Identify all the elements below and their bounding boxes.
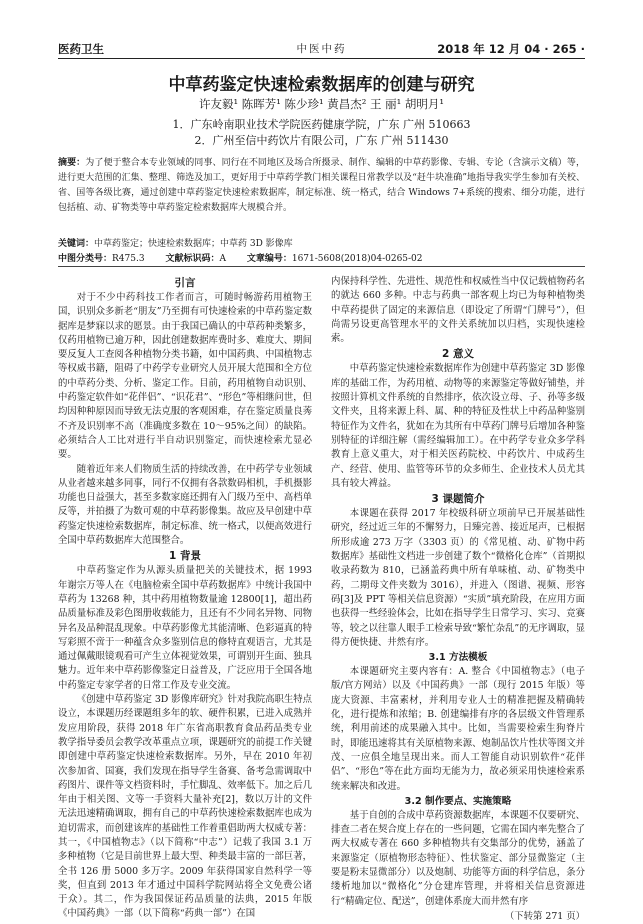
clc-label: 中图分类号： bbox=[58, 254, 113, 264]
paragraph: 中草药鉴定快速检索数据库作为创建中草药鉴定 3D 影像库的基础工作，为药用植、动物等的来源鉴定等做好铺垫，并按照计算机文件系统的自然排序，依次设立母、子、孙等多级文件夹，且将来源上科、属、种的特征及性状上中药品种鉴别特征作为文件名，犹如在为其所有中草药门牌号后增加各种鉴别特征的详细注解（需经编辑加工）。在中药学专业众多学科教育上意义重大，对于相关医药院校、中药饮片、中成药生产、经营、使用、监管等环节的众多师生、企业技术人员尤其具有较大裨益。 bbox=[331, 363, 585, 489]
keywords-label: 关键词： bbox=[58, 239, 95, 249]
section-heading: 2 意义 bbox=[442, 348, 474, 361]
keywords bbox=[58, 236, 585, 249]
subsection-heading: 3.2 制作要点、实施策略 bbox=[404, 795, 512, 807]
left-column bbox=[58, 275, 312, 922]
keywords-text: 中草药鉴定；快速检索数据库；中草药 3D 影像库 bbox=[94, 239, 293, 249]
paper-title: 中草药鉴定快速检索数据库的创建与研究 bbox=[168, 75, 475, 95]
affiliation-2: 2．广州至信中药饮片有限公司，广东 广州 511430 bbox=[194, 134, 449, 147]
authors: 许友毅¹ 陈晖芳¹ 陈少珍¹ 黄昌杰² 王 丽¹ 胡明月¹ bbox=[198, 97, 445, 111]
divider bbox=[58, 266, 585, 267]
paragraph: 本课题研究主要内容有：A. 整合《中国植物志》（电子版/官方网站）以及《中国药典》一部（现行 2015 年版）等庞大资源、丰富素材，并利用专业人士的精准把握及精确转化，进行提炼和浓缩；B. 创建编排有序的各层级文件管理系统，利用前述的成果融入其中。比如，当需要检索生狗脊片时，即能迅速将其有关原植物来源、炮制品饮片性状等图文并茂、一应俱全地呈现出来。而人工智能自动识别软件“花伴侣”、“形色”等在此方面均无能为力，故必须采用快速检索系统来解决和改进。 bbox=[331, 666, 585, 792]
affiliation-1: 1．广东岭南职业技术学院医药健康学院，广东 广州 510663 bbox=[172, 118, 471, 131]
paragraph: 中草药鉴定作为从源头质量把关的关键技术，据 1993 年谢宗万等人在《电脑检索全国中草药数据库》中统计我国中草药为 13268 种，其中药用植物数量逾 12800[1]，超出药品质量标准及彩色图册收载能力，且还有不少同名异物、同物异名及品种混乱现象。中草药影像尤其能清晰、色彩逼真的特写彩照不啻于一种蕴含众多鉴别信息的修特直观语言，尤其是通过佩戴眼镜观看可产生立体视觉效果，可谓别开生面、独具魅力。近年来中草药影像鉴定日益普及，广泛应用于全国各地中药鉴定专家学者的日常工作及专业交流。 bbox=[58, 565, 312, 691]
running-header bbox=[58, 40, 585, 59]
issue-page: 2018 年 12 月 04 · 265 · bbox=[437, 42, 585, 56]
journal-name: 医药卫生 bbox=[58, 42, 104, 56]
paragraph: 对于不少中药科技工作者而言，可随时畅游药用植物王国，识别众多新老“朋友”乃至拥有可快速检索的中草药鉴定数据库是梦寐以求的愿景。由于我国已确认的中草药种类繁多，仅药用植物已逾万种，因此创建数据库费时多、难度大、期间要反复人工查阅各种植物分类书籍，如中国药典、中国植物志等权威书籍，阻碍了中药学专业研究人员开展大范围和全方位的中草药分类、分析、鉴定工作。目前，药用植物自动识别、中药鉴定软件如“花伴侣”、“识花君”、“形色”等相继问世，但均因种种原因而导致无法克服的客观困难，存在鉴定质量良莠不齐及识别率不高（准确度多数在 10～95%之间）的缺陷。必须结合人工比对进行半自动识别鉴定，而快速检索尤显必要。 bbox=[58, 292, 312, 461]
abstract-text: 为了便于整合本专业领域的同事、同行在不同地区及场合所摄录、制作、编辑的中草药影像、专辑、专论（含演示文稿）等，进行更大范围的汇集、整理、筛选及加工，更好用于中草药学教门相关课程日常教学以及“赶牛块准确”地指导我实学生参加有关校、省、国等各级比赛，通过创建中草药鉴定快速检索数据库，制定标准、统一格式，结合 Windows 7+系统的搜索、细分功能，进行包括植、动、矿物类等中草药鉴定检索数据库大规模合并。 bbox=[58, 158, 585, 213]
abstract-label: 摘要： bbox=[58, 158, 86, 168]
paragraph: 随着近年来人们物质生活的持续改善，在中药学专业领域从业者越来越多同事，同行不仅拥有各款数码相机，手机摄影功能也日益强大，甚至多数家庭还拥有入门级乃至中、高档单反等，并拍摄了为数可观的中草药影像集。故应及早创建中草药鉴定快速检索数据库，制定标准、统一格式，以便高效进行全国中草药数据库大范围整合。 bbox=[58, 463, 312, 547]
article-no-label: 文章编号： bbox=[246, 254, 292, 264]
classification-line bbox=[58, 251, 585, 264]
section-heading: 3 课题简介 bbox=[431, 493, 485, 506]
paragraph: 内保持科学性、先进性、规范性和权威性当中仅记载植物药名的就达 660 多种。中志与药典一部客观上均已为每种植物类中草药提供了固定的来源信息（即设定了所谓“门牌号”），但尚需另设更高管理水平的文件关系统加以归档，实现快速检索。 bbox=[331, 276, 585, 345]
clc-value: R475.3 bbox=[112, 254, 145, 264]
subsection-heading: 3.1 方法模板 bbox=[428, 652, 488, 664]
doc-code-value: A bbox=[219, 254, 226, 264]
continued-note: （下转第 271 页） bbox=[504, 910, 585, 922]
article-no-value: 1671-5608(2018)04-0265-02 bbox=[291, 254, 423, 264]
paragraph: 基于自创的合成中草药资源数据库，本课题不仅要研究、排查二者在契合度上存在的一些问题，它需在国内率先整合了两大权威专著在 660 多种植物共有交集部分的优势，涵盖了来源鉴定（原植物形态特征）、性状鉴定、部分显微鉴定（主要是粉末显微部分）以及炮制、功能等方面的科学信息，条分缕析地加以“微格化”分仓建库管理，并将相关信息资源进行“精确定位、配送”，创建体系庞大而井然有序 bbox=[331, 809, 585, 907]
abstract bbox=[58, 156, 585, 216]
section-heading: 引言 bbox=[174, 277, 196, 289]
right-column bbox=[331, 275, 585, 924]
section-name: 中医中药 bbox=[296, 43, 347, 55]
doc-code-label: 文献标识码： bbox=[165, 254, 220, 264]
paragraph: 本课题在获得 2017 年校级科研立项前早已开展基础性研究，经过近三年的不懈努力，日臻完善、接近尾声，已根据所形成逾 273 万字（3303 页）的《常见植、动、矿物中药数据库》基础性文档进一步创建了数个“微格化仓库”（首期拟收录药数为 810，已涵盖药典中所有单味植、动、矿物类中药，二期母文件夹数为 3016），并进入（图谱、视频、形容码[3]及 PPT 等相关信息资源）“实质”填充阶段，在应用方面也获得一些经验体会，比如在指导学生日常学习、实习、竞赛等，较之以往靠人眼手工检索导致“繁忙杂乱”的无序调取，显得方便快捷、井然有序。 bbox=[331, 508, 585, 648]
section-heading: 1 背景 bbox=[169, 550, 201, 563]
paragraph: 《创建中草药鉴定 3D 影像库研究》针对我院高职生特点设立，本课题历经课题组多年的软、硬件积累，已进入成熟并发应用阶段，获得 2018 年广东省高职教育食品药品类专业教学指导委员会教学改革重点立项，课题研究的前提工作关键即创建中草药鉴定快速检索数据库。另外，早在 2010 年初次参加省、国赛，我们发现在指导学生备赛、备考急需调取中药图片、课件等文档资料时，手忙脚乱、效率低下。加之后几年由于相关图、文等一手资料大量补充[2]，数以万计的文件无法迅速精确调取，拥有自己的中草药快速检索数据库也成为迫切需求，而创建该库的基础性工作着重倡助两大权威专著：其一，《中国植物志》（以下简称“中志”）记载了我国 3.1 万多种植物（它是目前世界上最大型、种类最丰富的一部巨著，全书 126 册 5000 多万字。2009 年获得国家自然科学一等奖，但直到 2013 年才通过中国科学院网站将全文免费公诸于众）。其二，作为我国保证药品质量的法典，2015 年版《中国药典》一部（以下简称“药典一部”）在国 bbox=[58, 694, 312, 920]
